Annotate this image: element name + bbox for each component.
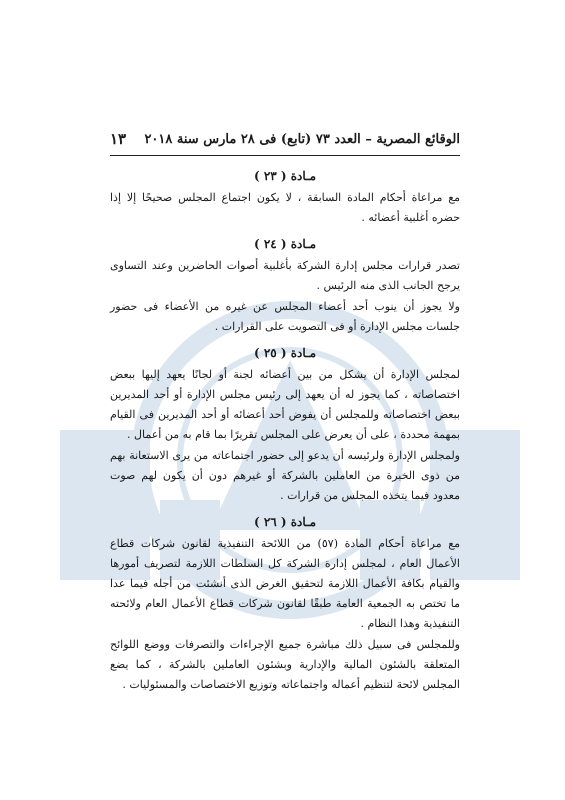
article-26 [110, 512, 460, 695]
page-number: ١٣ [110, 130, 127, 148]
document-body [110, 160, 460, 696]
article-heading: مـادة ( ٢٥ ) [253, 346, 316, 360]
article-23 [110, 166, 460, 228]
paragraph: ولا يجوز أن ينوب أحد أعضاء المجلس عن غيره من الأعضاء فى حضور جلسات مجلس الإدارة أو فى التصويت على القرارات . [110, 300, 460, 333]
page-header [110, 130, 460, 152]
paragraph: مع مراعاة أحكام المادة السابقة ، لا يكون اجتماع المجلس صحيحًا إلا إذا حضره أغلبية أعضائه . [110, 191, 460, 224]
gazette-title: الوقائع المصرية – العدد ٧٣ (تابع) فى ٢٨ مارس سنة ٢٠١٨ [144, 132, 460, 147]
paragraph: مع مراعاة أحكام المادة (٥٧) من اللائحة التنفيذية لقانون شركات قطاع الأعمال العام ، لمجلس إدارة الشركة كل السلطات اللازمة لتصريف أمورها والقيام بكافة الأعمال اللازمة لتحقيق الغرض الذى أنشئت من أجله فيما عدا ما تختص به الجمعية العامة طبقًا لقانون شركات قطاع الأعمال العام ولائحته التنفيذية وهذا النظام . [110, 537, 461, 630]
article-heading: مـادة ( ٢٤ ) [253, 237, 316, 251]
article-heading: مـادة ( ٢٦ ) [253, 515, 316, 529]
paragraph: لمجلس الإدارة أن يشكل من بين أعضائه لجنة أو لجانًا يعهد إليها ببعض اختصاصاته ، كما يجوز له أن يعهد إلى رئيس مجلس الإدارة أو أحد المديرين ببعض اختصاصاته وللمجلس أن يفوض أحد أعضائه أو أحد المديرين فى القيام بمهمة محددة ، على أن يعرض على المجلس تقريرًا بما قام به من أعمال . [110, 368, 460, 441]
paragraph: ولمجلس الإدارة ولرئيسه أن يدعو إلى حضور اجتماعاته من يرى الاستعانة بهم من ذوى الخبرة من العاملين بالشركة أو غيرهم دون أن يكون لهم صوت معدود فيما يتخذه المجلس من قرارات . [110, 449, 460, 502]
article-24 [110, 234, 460, 337]
article-25 [110, 343, 460, 506]
article-heading: مـادة ( ٢٣ ) [253, 169, 316, 183]
paragraph: تصدر قرارات مجلس إدارة الشركة بأغلبية أصوات الحاضرين وعند التساوى يرجح الجانب الذى منه الرئيس . [110, 259, 460, 292]
paragraph: وللمجلس فى سبيل ذلك مباشرة جميع الإجراءات والتصرفات ووضع اللوائح المتعلقة بالشئون المالية والإدارية وبشئون العاملين بالشركة ، كما يضع المجلس لائحة لتنظيم أعماله واجتماعاته وتوزيع الاختصاصات والمسئوليات . [110, 638, 460, 691]
header-divider [110, 155, 460, 156]
